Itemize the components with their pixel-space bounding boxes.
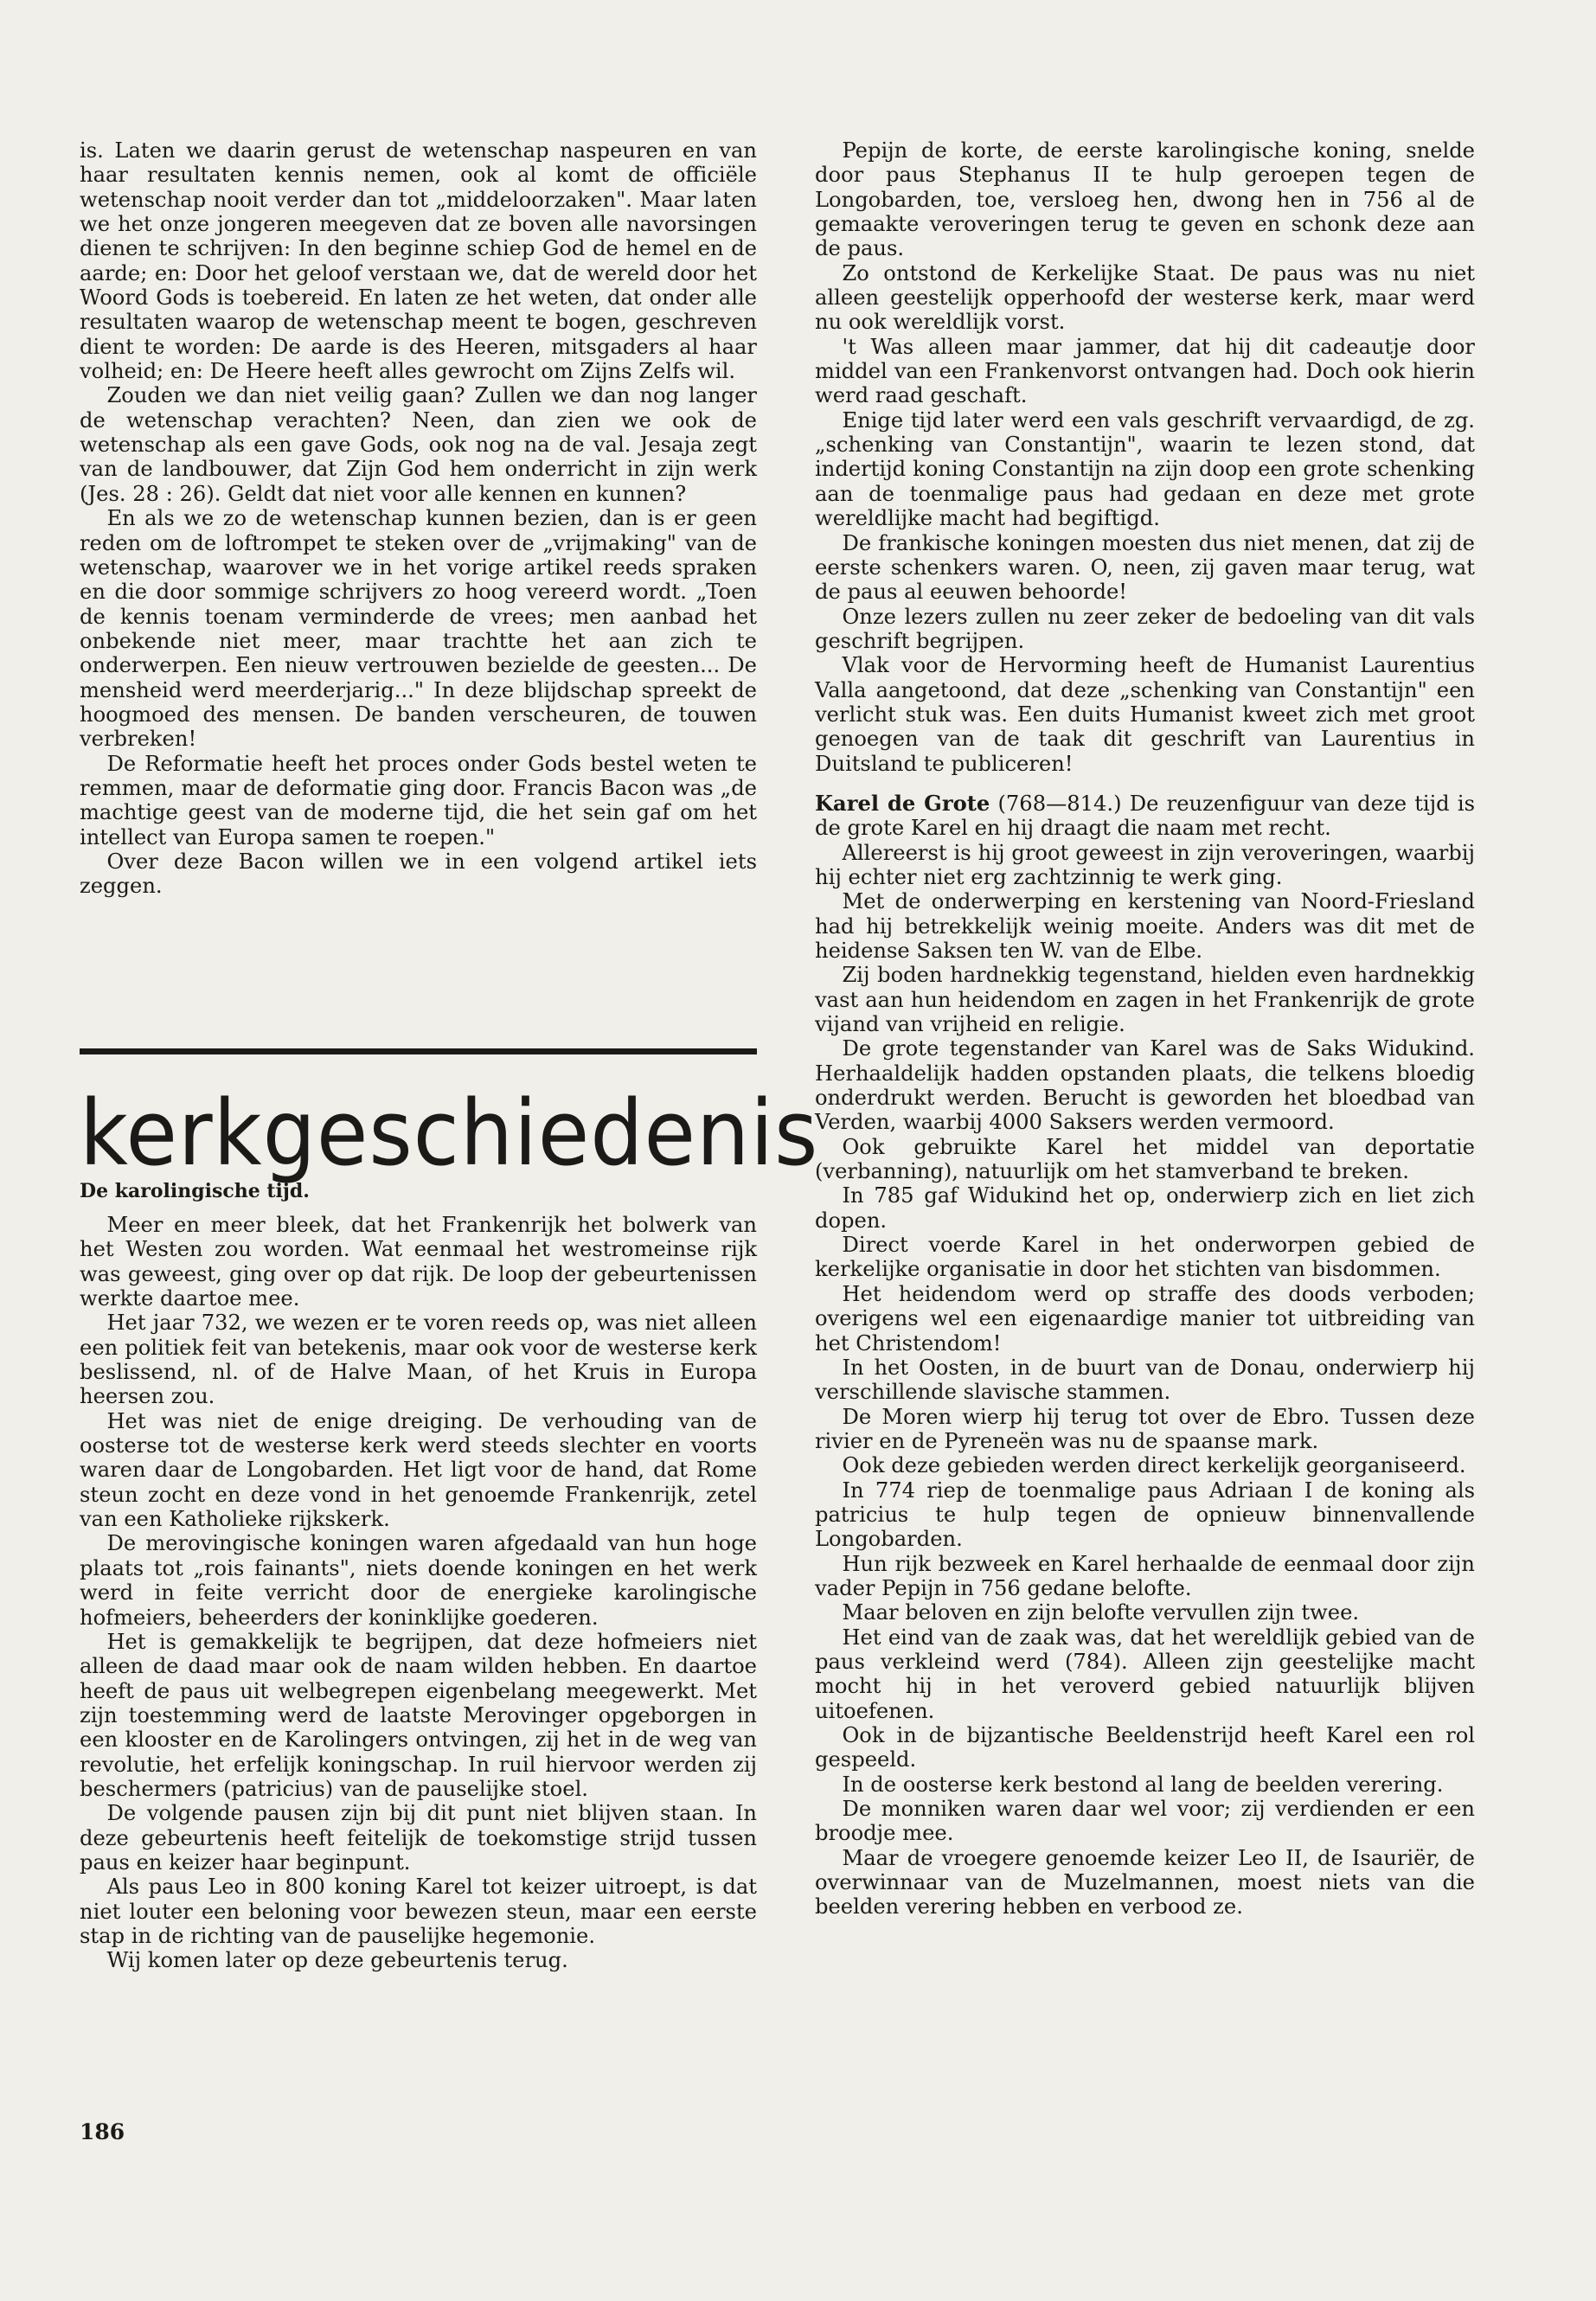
paragraph: Vlak voor de Hervorming heeft de Humanist Laurentius Valla aangetoond, dat deze „schenking van Constantijn" een verlicht stuk was. Een duits Humanist kweet zich met groot genoegen van de taak dit geschrift van Laurentius in Duitsland te publiceren! xyxy=(815,653,1475,776)
paragraph: Maar beloven en zijn belofte vervullen zijn twee. xyxy=(842,1600,1360,1625)
paragraph: De grote tegenstander van Karel was de Saks Widukind. Herhaaldelijk hadden opstanden plaats, die telkens bloedig onderdrukt werden. Berucht is geworden het bloedbad van Verden, waarbij 4000 Saksers werden vermoord. xyxy=(815,1036,1475,1135)
karel-paragraph xyxy=(815,792,1475,841)
paragraph: Ook in de bijzantische Beeldenstrijd heeft Karel een rol gespeeld. xyxy=(815,1723,1475,1772)
paragraph: De frankische koningen moesten dus niet menen, dat zij de eerste schenkers waren. O, neen, zij gaven maar terug, wat de paus al eeuwen behoorde! xyxy=(815,530,1475,605)
paragraph: In 785 gaf Widukind het op, onderwierp zich en liet zich dopen. xyxy=(815,1183,1475,1233)
right-column xyxy=(815,138,1475,1920)
left-column-top xyxy=(80,138,757,899)
paragraph: In de oosterse kerk bestond al lang de beelden verering. xyxy=(842,1772,1444,1797)
paragraph: De Moren wierp hij terug tot over de Ebro. Tussen deze rivier en de Pyreneën was nu de spaanse mark. xyxy=(815,1404,1475,1453)
paragraph: In het Oosten, in de buurt van de Donau, onderwierp hij verschillende slavische stammen. xyxy=(815,1355,1475,1405)
paragraph: Meer en meer bleek, dat het Frankenrijk het bolwerk van het Westen zou worden. Wat eenmaal het westromeinse rijk was geweest, ging over op dat rijk. De loop der gebeurtenissen werkte daartoe mee. xyxy=(80,1213,757,1311)
paragraph: Het is gemakkelijk te begrijpen, dat deze hofmeiers niet alleen de daad maar ook de naam wilden hebben. En daartoe heeft de paus uit welbegrepen eigenbelang meegewerkt. Met zijn toestemming werd de laatste Merovinger opgeborgen in een klooster en de Karolingers ontvingen, zij het in de weg van revolutie, het erfelijk koningschap. In ruil hiervoor werden zij beschermers (patricius) van de pauselijke stoel. xyxy=(80,1629,757,1801)
rubric-title: kerkgeschiedenis xyxy=(80,1080,819,1186)
paragraph: Over deze Bacon willen we in een volgend artikel iets zeggen. xyxy=(80,849,757,899)
paragraph: Het eind van de zaak was, dat het wereldlijk gebied van de paus verkleind werd (784). Alleen zijn geestelijke macht mocht hij in het veroverd gebied natuurlijk blijven uitoefenen. xyxy=(815,1625,1475,1723)
paragraph: Het heidendom werd op straffe des doods verboden; overigens wel een eigenaardige manier tot uitbreiding van het Christendom! xyxy=(815,1281,1475,1356)
paragraph: Zo ontstond de Kerkelijke Staat. De paus was nu niet alleen geestelijk opperhoofd der westerse kerk, maar werd nu ook wereldlijk vorst. xyxy=(815,260,1475,335)
paragraph: Maar de vroegere genoemde keizer Leo II, de Isauriër, de overwinnaar van de Muzelmannen, moest niets van die beelden verering hebben en verbood ze. xyxy=(815,1845,1475,1920)
paragraph: Onze lezers zullen nu zeer zeker de bedoeling van dit vals geschrift begrijpen. xyxy=(815,604,1475,653)
karel-heading: Karel de Grote xyxy=(815,790,990,816)
paragraph: Het was niet de enige dreiging. De verhouding van de oosterse tot de westerse kerk werd steeds slechter en voorts waren daar de Longobarden. Het ligt voor de hand, dat Rome steun zocht en deze vond in het genoemde Frankenrijk, zetel van een Katholieke rijkskerk. xyxy=(80,1408,757,1532)
paragraph: De Reformatie heeft het proces onder Gods bestel weten te remmen, maar de deformatie ging door. Francis Bacon was „de machtige geest van de moderne tijd, die het sein gaf om het intellect van Europa samen te roepen." xyxy=(80,751,757,849)
paragraph: Wij komen later op deze gebeurtenis terug. xyxy=(106,1948,568,1973)
karel-intro: (768—814.) De reuzenfiguur van deze tijd is de grote Karel en hij draagt die naam met recht. xyxy=(815,791,1475,841)
paragraph: In 774 riep de toenmalige paus Adriaan I de koning als patricius te hulp tegen de opnieuw binnenvallende Longobarden. xyxy=(815,1477,1475,1552)
paragraph: De volgende pausen zijn bij dit punt niet blijven staan. In deze gebeurtenis heeft feitelijk de toekomstige strijd tussen paus en keizer haar beginpunt. xyxy=(80,1801,757,1875)
left-column-bottom xyxy=(80,1213,757,1973)
page-number: 186 xyxy=(80,2119,125,2144)
paragraph: Enige tijd later werd een vals geschrift vervaardigd, de zg. „schenking van Constantijn", waarin te lezen stond, dat indertijd koning Constantijn na zijn doop een grote schenking aan de toenmalige paus had gedaan en deze met grote wereldlijke macht had begiftigd. xyxy=(815,407,1475,531)
paragraph-gap xyxy=(815,776,1475,792)
paragraph: Zij boden hardnekkig tegenstand, hielden even hardnekkig vast aan hun heidendom en zagen in het Frankenrijk de grote vijand van vrijheid en religie. xyxy=(815,963,1475,1037)
section-rubric xyxy=(80,1057,819,1186)
paragraph: Allereerst is hij groot geweest in zijn veroveringen, waarbij hij echter niet erg zachtzinnig te werk ging. xyxy=(815,840,1475,889)
paragraph: 't Was alleen maar jammer, dat hij dit cadeautje door middel van een Frankenvorst ontvangen had. Doch ook hierin werd raad geschaft. xyxy=(815,334,1475,408)
paragraph: Het jaar 732, we wezen er te voren reeds op, was niet alleen een politiek feit van betekenis, maar ook voor de westerse kerk beslissend, nl. of de Halve Maan, of het Kruis in Europa heersen zou. xyxy=(80,1311,757,1409)
paragraph: Zouden we dan niet veilig gaan? Zullen we dan nog langer de wetenschap verachten? Neen, dan zien we ook de wetenschap als een gave Gods, ook nog na de val. Jesaja zegt van de landbouwer, dat Zijn God hem onderricht in zijn werk (Jes. 28 : 26). Geldt dat niet voor alle kennen en kunnen? xyxy=(80,383,757,506)
section-divider xyxy=(80,1048,757,1054)
article-subheading: De karolingische tijd. xyxy=(80,1180,310,1202)
paragraph: Ook gebruikte Karel het middel van deportatie (verbanning), natuurlijk om het stamverband te breken. xyxy=(815,1134,1475,1184)
paragraph: Pepijn de korte, de eerste karolingische koning, snelde door paus Stephanus II te hulp geroepen tegen de Longobarden, toe, versloeg hen, dwong hen in 756 al de gemaakte veroveringen terug te geven en schonk deze aan de paus. xyxy=(815,138,1475,261)
paragraph: Direct voerde Karel in het onderworpen gebied de kerkelijke organisatie in door het stichten van bisdommen. xyxy=(815,1233,1475,1282)
paragraph: is. Laten we daarin gerust de wetenschap naspeuren en van haar resultaten kennis nemen, ook al komt de officiële wetenschap nooit verder dan tot „middeloorzaken". Maar laten we het onze jongeren meegeven dat ze boven alle navorsingen dienen te schrijven: In den beginne schiep God de hemel en de aarde; en: Door het geloof verstaan we, dat de wereld door het Woord Gods is toebereid. En laten ze het weten, dat onder alle resultaten waarop de wetenschap meent te bogen, geschreven dient te worden: De aarde is des Heeren, mitsgaders al haar volheid; en: De Heere heeft alles gewrocht om Zijns Zelfs wil. xyxy=(80,138,757,384)
paragraph: De merovingische koningen waren afgedaald van hun hoge plaats tot „rois fainants", niets doende koningen en het werk werd in feite verricht door de energieke karolingische hofmeiers, beheerders der koninklijke goederen. xyxy=(80,1531,757,1630)
paragraph: De monniken waren daar wel voor; zij verdienden er een broodje mee. xyxy=(815,1797,1475,1846)
paragraph: Als paus Leo in 800 koning Karel tot keizer uitroept, is dat niet louter een beloning voor bewezen steun, maar een eerste stap in de richting van de pauselijke hegemonie. xyxy=(80,1875,757,1948)
paragraph: Hun rijk bezweek en Karel herhaalde de eenmaal door zijn vader Pepijn in 756 gedane belofte. xyxy=(815,1551,1475,1600)
paragraph: Ook deze gebieden werden direct kerkelijk georganiseerd. xyxy=(842,1453,1466,1478)
paragraph: En als we zo de wetenschap kunnen bezien, dan is er geen reden om de loftrompet te steken over de „vrijmaking" van de wetenschap, waarover we in het vorige artikel reeds spraken en die door sommige schrijvers zo hoog vereerd wordt. „Toen de kennis toenam verminderde de vrees; men aanbad het onbekende niet meer, maar trachtte het aan zich te onderwerpen. Een nieuw vertrouwen bezielde de geesten... De mensheid werd meerderjarig..." In deze blijdschap spreekt de hoogmoed des mensen. De banden verscheuren, de touwen verbreken! xyxy=(80,506,757,752)
paragraph: Met de onderwerping en kerstening van Noord-Friesland had hij betrekkelijk weinig moeite. Anders was dit met de heidense Saksen ten W. van de Elbe. xyxy=(815,889,1475,963)
